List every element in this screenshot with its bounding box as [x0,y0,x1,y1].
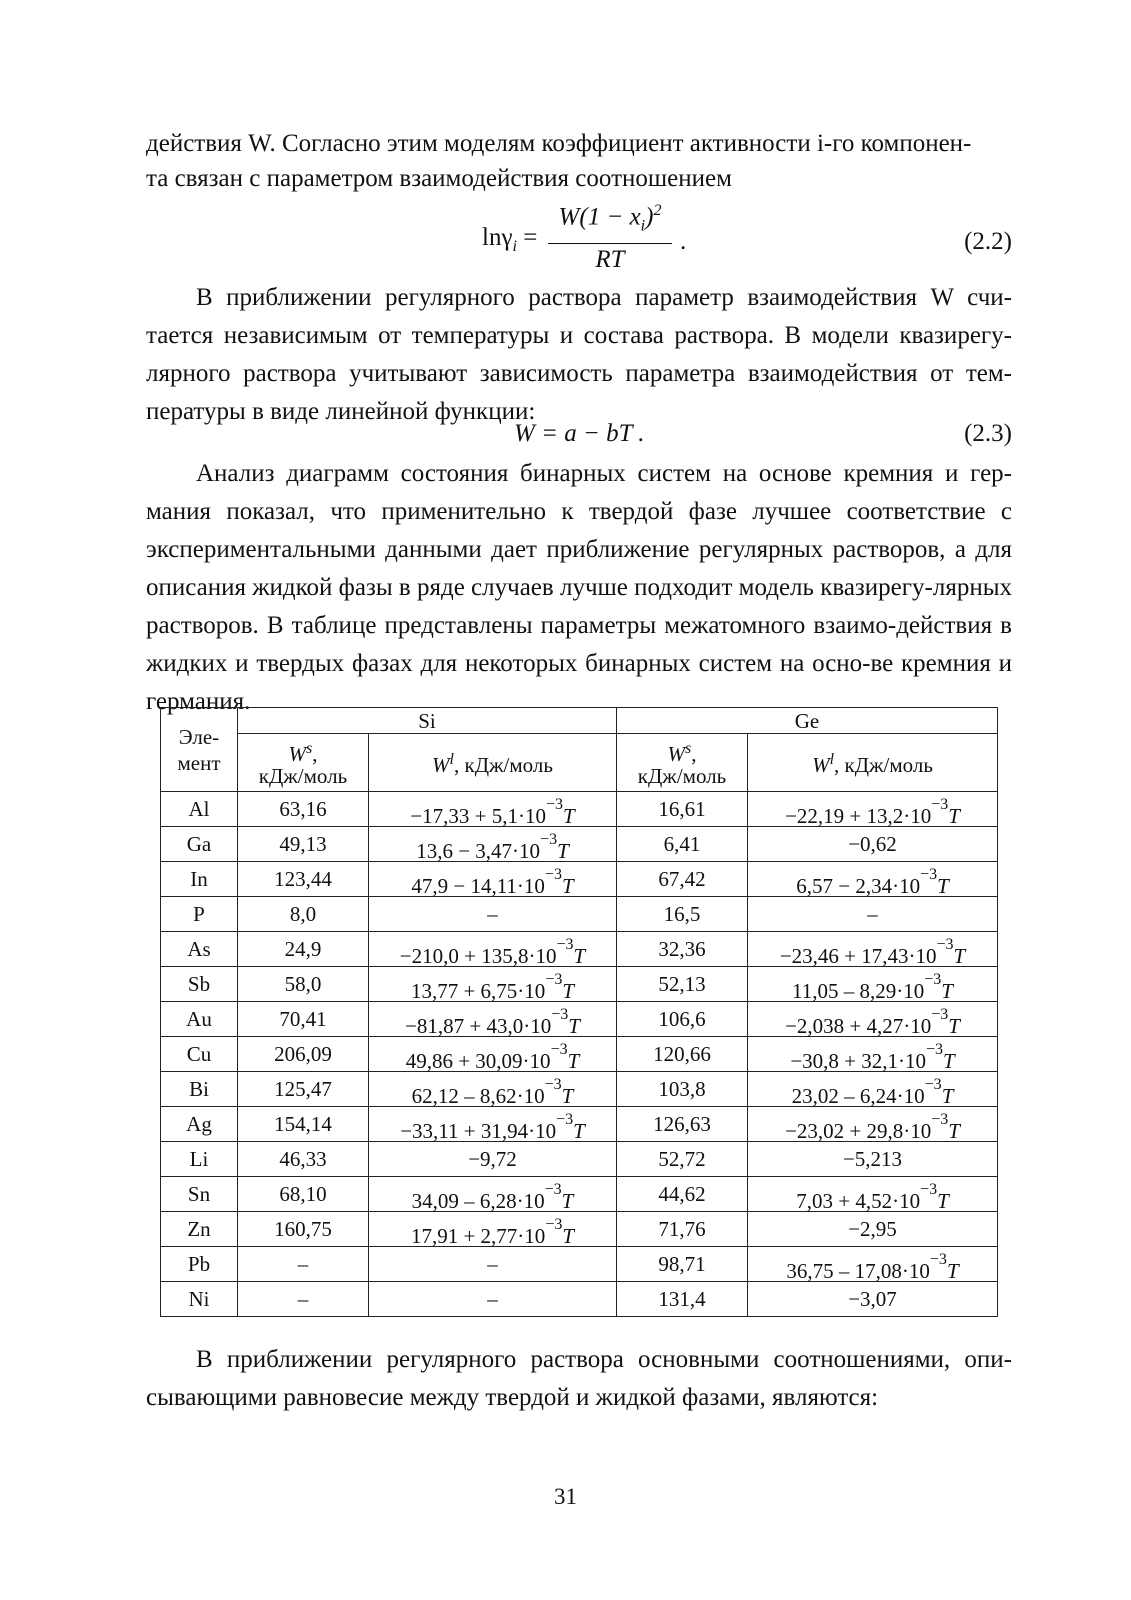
table-row [161,897,998,932]
cell-si-ws-value: 125,47 [274,1077,332,1101]
cell-ge-wl [748,1107,998,1142]
temperature-var: T [937,1188,949,1213]
table-row [161,1282,998,1317]
cell-ge-wl [748,1212,998,1247]
eq-lhs-text: lnγ [482,224,513,251]
paragraph-3: Анализ диаграмм состояния бинарных систем на основе кремния и гер-мания показал, что применительно к твердой фазе лучшее соответствие с экспериментальными данными дает приближение регулярных растворов, а для описания жидкой фазы в ряде случаев лучше подходит модель квазирегу-лярных растворов. В таблице представлены параметры межатомного взаимо-действия в жидких и твердых фазах для некоторых бинарных систем на осно-ве кремния и германия. [146,460,1012,715]
ws-unit: кДж/моль [258,764,348,788]
cell-ge-wl-expression [779,935,966,968]
exponent: −3 [920,1180,938,1198]
paragraph-2: В приближении регулярного раствора параметр взаимодействия W счи-тается независимым от температуры и состава раствора. В модели квазирегу-лярного раствора учитывают зависимость параметра взаимодействия от тем-пературы в виде линейной функции: [146,284,1012,425]
cell-element-value: Cu [186,1042,212,1066]
cell-ge-ws [617,1282,748,1317]
cell-si-wl-value: −9,72 [468,1147,517,1171]
exponent: −3 [924,1075,942,1093]
table-row [161,1107,998,1142]
cell-element-value: Bi [189,1077,209,1101]
cell-ge-ws-value: 52,72 [658,1147,706,1171]
cell-ge-wl [748,932,998,967]
cell-element-value: P [193,902,205,926]
header-si-ws: $W^s$, кДж/моль [238,734,369,792]
cell-ge-ws-value: 32,36 [658,937,706,961]
cell-ge-ws-value: 98,71 [658,1252,706,1276]
table-row [161,1247,998,1282]
paragraph-1-line-2: та связан с параметром взаимодействия соотношением [146,165,732,192]
eq-num-sub: i [640,217,646,235]
cell-ge-ws-value: 16,61 [658,797,706,821]
cell-element-value: Sn [187,1182,211,1206]
page-number: 31 [554,1484,577,1509]
cell-element [161,792,238,827]
table-row [161,1177,998,1212]
cell-ge-wl-value: 36,75 – 17,08·10 [786,1258,930,1283]
cell-ge-ws-value: 52,13 [658,972,706,996]
cell-element-value: Sb [187,972,211,996]
cell-ge-wl-value: −2,038 + 4,27·10 [785,1013,932,1038]
cell-si-wl [369,792,617,827]
cell-element [161,1142,238,1177]
cell-ge-wl [748,1002,998,1037]
cell-si-wl [369,1037,617,1072]
interaction-parameters-table [160,707,998,1317]
cell-si-wl-value: 62,12 – 8,62·10 [411,1083,545,1108]
eq-num-sup: 2 [653,202,662,219]
cell-si-wl [369,1072,617,1107]
cell-ge-ws-value: 44,62 [658,1182,706,1206]
cell-ge-ws-value: 131,4 [658,1287,706,1311]
temperature-var: T [557,838,569,863]
header-group-si: Si [238,708,617,734]
cell-ge-wl-expression [785,1005,960,1038]
ws-sup: s [685,740,692,757]
table-row [161,792,998,827]
cell-element [161,827,238,862]
cell-si-wl-expression [410,970,575,1003]
cell-si-ws-value: 46,33 [279,1147,327,1171]
cell-element-value: Al [188,797,210,821]
cell-ge-ws-value: 71,76 [658,1217,706,1241]
cell-ge-wl-expression [785,1110,960,1143]
cell-ge-wl-value: 7,03 + 4,52·10 [796,1188,921,1213]
cell-si-wl [369,827,617,862]
cell-element-value: Li [189,1147,209,1171]
cell-ge-ws [617,862,748,897]
cell-ge-ws [617,932,748,967]
cell-element [161,1212,238,1247]
cell-ge-wl-expression [790,1040,955,1073]
cell-element-value: Zn [187,1217,211,1241]
ws-sup: s [306,740,313,757]
exponent: −3 [544,1180,562,1198]
exponent: −3 [544,1075,562,1093]
cell-ge-ws [617,1107,748,1142]
cell-si-wl-value: 13,77 + 6,75·10 [410,978,546,1003]
cell-ge-wl-expression [785,795,960,828]
cell-ge-ws [617,1072,748,1107]
exponent: −3 [924,970,942,988]
cell-si-wl-value: 13,6 − 3,47·10 [416,838,541,863]
cell-si-ws [238,827,369,862]
cell-ge-ws-value: 106,6 [658,1007,706,1031]
cell-si-wl [369,932,617,967]
temperature-var: T [573,1118,585,1143]
cell-si-ws [238,1247,369,1282]
cell-element [161,1247,238,1282]
cell-element [161,932,238,967]
temperature-var: T [948,803,960,828]
cell-ge-wl-value: 6,57 − 2,34·10 [796,873,921,898]
cell-si-wl-expression [411,1180,574,1213]
ws-label: W [288,742,306,766]
cell-si-wl-value: 17,91 + 2,77·10 [410,1223,546,1248]
cell-si-wl-expression [410,1215,575,1248]
cell-ge-wl [748,1142,998,1177]
header-element [161,708,238,792]
temperature-var: T [937,873,949,898]
cell-element-value: Ag [186,1112,212,1136]
cell-si-wl [369,1247,617,1282]
cell-element [161,967,238,1002]
cell-si-ws-value: 8,0 [289,902,317,926]
cell-ge-wl-value: −23,02 + 29,8·10 [785,1118,932,1143]
exponent: −3 [556,1110,574,1128]
cell-si-ws-value: – [297,1252,309,1276]
cell-si-wl-value: −81,87 + 43,0·10 [405,1013,552,1038]
cell-si-wl-value: −17,33 + 5,1·10 [410,803,546,828]
paragraph-1-line-1: действия W. Согласно этим моделям коэффициент активности i-го компонен- [146,130,972,157]
cell-ge-wl-expression [791,1075,954,1108]
cell-si-wl [369,967,617,1002]
exponent: −3 [920,865,938,883]
cell-ge-wl [748,862,998,897]
table-row [161,1002,998,1037]
cell-si-ws-value: 63,16 [279,797,327,821]
temperature-var: T [953,943,966,968]
exponent: −3 [540,830,558,848]
cell-ge-ws [617,827,748,862]
cell-ge-wl [748,1282,998,1317]
cell-si-wl [369,1212,617,1247]
cell-si-ws-value: – [297,1287,309,1311]
cell-si-wl-value: −33,11 + 31,94·10 [400,1118,557,1143]
cell-element-value: Pb [187,1252,211,1276]
cell-element [161,1002,238,1037]
exponent: −3 [929,1250,947,1268]
cell-si-ws-value: 123,44 [274,867,332,891]
eq-lhs-sub: i [512,238,517,255]
wl-sup: l [449,751,454,768]
cell-si-ws [238,1142,369,1177]
cell-ge-wl-value: −3,07 [848,1287,897,1311]
cell-ge-ws [617,1037,748,1072]
temperature-var: T [561,1083,574,1108]
table-row [161,932,998,967]
cell-si-wl [369,897,617,932]
table-row [161,967,998,1002]
cell-si-wl [369,1142,617,1177]
cell-si-wl-value: – [487,1287,498,1311]
temperature-var: T [568,1013,580,1038]
table-row [161,1142,998,1177]
header-si-wl [369,734,617,792]
cell-ge-wl [748,967,998,1002]
cell-si-wl-expression [411,1075,574,1108]
cell-si-wl-expression [405,1005,580,1038]
cell-ge-ws [617,1177,748,1212]
exponent: −3 [551,1005,569,1023]
cell-si-ws-value: 24,9 [284,937,322,961]
cell-si-ws [238,1107,369,1142]
eq-numerator [548,196,672,244]
cell-si-wl-expression [410,795,575,828]
eq-num-text: W(1 − x [558,203,641,231]
cell-ge-wl [748,827,998,862]
cell-ge-wl [748,1037,998,1072]
cell-si-wl-value: 49,86 + 30,09·10 [405,1048,551,1073]
cell-ge-wl-value: −0,62 [848,832,897,856]
cell-si-ws [238,1037,369,1072]
cell-ge-ws [617,897,748,932]
temperature-var: T [561,873,574,898]
temperature-var: T [561,1188,574,1213]
cell-si-ws-value: 206,09 [274,1042,332,1066]
temperature-var: T [563,803,575,828]
table-row [161,862,998,897]
cell-ge-ws-value: 67,42 [658,867,706,891]
cell-ge-ws [617,1002,748,1037]
eq-num-end: ) [645,203,654,231]
cell-si-ws-value: 70,41 [279,1007,327,1031]
cell-si-ws-value: 160,75 [274,1217,332,1241]
cell-ge-ws-value: 103,8 [658,1077,706,1101]
exponent: −3 [545,795,564,813]
cell-si-ws-value: 68,10 [279,1182,327,1206]
cell-ge-wl-value: −22,19 + 13,2·10 [785,803,932,828]
cell-ge-wl-expression [796,865,949,898]
equation-2-3: W = a − bT . [514,420,645,447]
cell-si-wl-expression [416,830,569,863]
temperature-var: T [567,1048,580,1073]
exponent: −3 [931,795,949,813]
cell-ge-wl-value: −30,8 + 32,1·10 [790,1048,926,1073]
cell-element [161,862,238,897]
table-row [161,1072,998,1107]
equation-2-2-label: (2.2) [964,228,1012,255]
cell-si-wl [369,1107,617,1142]
cell-ge-wl-value: 23,02 – 6,24·10 [791,1083,925,1108]
temperature-var: T [941,1083,954,1108]
cell-element [161,1072,238,1107]
cell-ge-ws [617,1247,748,1282]
equation-2-2-fraction [548,196,672,276]
ws-unit: кДж/моль [637,764,727,788]
table-row [161,1037,998,1072]
exponent: −3 [544,865,562,883]
cell-si-ws [238,897,369,932]
wl-unit: , кДж/моль [454,753,553,777]
cell-si-ws [238,1282,369,1317]
paragraph-4: В приближении регулярного раствора основными соотношениями, опи-сывающими равновесие между твердой и жидкой фазами, являются: [146,1346,1012,1411]
table-body [161,792,998,1317]
cell-ge-ws-value: 6,41 [663,832,701,856]
header-ge-wl [748,734,998,792]
cell-ge-ws-value: 120,66 [653,1042,711,1066]
cell-si-ws-value: 154,14 [274,1112,332,1136]
equation-2-3-label: (2.3) [964,420,1012,447]
temperature-var: T [943,1048,955,1073]
exponent: −3 [550,1040,568,1058]
cell-si-ws [238,932,369,967]
cell-si-ws [238,1072,369,1107]
cell-ge-wl-expression [796,1180,949,1213]
temperature-var: T [948,1013,960,1038]
cell-ge-wl-value: 11,05 – 8,29·10 [792,978,925,1003]
cell-si-wl-expression [400,1110,585,1143]
cell-ge-wl-value: −2,95 [848,1217,897,1241]
cell-si-ws [238,1177,369,1212]
cell-si-wl-value: 34,09 – 6,28·10 [411,1188,545,1213]
cell-ge-wl-value: −5,213 [842,1147,903,1171]
equation-2-2-dot: . [680,228,687,255]
cell-element [161,1107,238,1142]
cell-ge-wl-expression [786,1250,959,1283]
table-row [161,827,998,862]
table-row [161,1212,998,1247]
cell-element-value: Ni [188,1287,210,1311]
cell-si-ws [238,1002,369,1037]
exponent: −3 [931,1110,949,1128]
cell-si-ws [238,1212,369,1247]
cell-si-ws-value: 58,0 [284,972,322,996]
cell-si-ws-value: 49,13 [279,832,327,856]
temperature-var: T [573,943,586,968]
cell-element-value: As [187,937,211,961]
cell-element-value: In [190,867,208,891]
cell-element [161,1037,238,1072]
cell-ge-wl [748,1072,998,1107]
cell-ge-ws [617,967,748,1002]
cell-si-wl-expression [405,1040,580,1073]
cell-ge-ws-value: 126,63 [653,1112,711,1136]
cell-si-ws [238,967,369,1002]
cell-si-wl-expression [399,935,586,968]
cell-element [161,1177,238,1212]
header-element-text: Эле-мент [177,724,221,775]
header-ge-ws: $W^s$, кДж/моль [617,734,748,792]
cell-ge-ws [617,792,748,827]
cell-si-wl-expression [411,865,574,898]
cell-si-wl [369,1002,617,1037]
cell-si-ws [238,862,369,897]
cell-element [161,1282,238,1317]
eq-denominator: RT [595,246,625,274]
temperature-var: T [946,1258,959,1283]
wl-unit: , кДж/моль [834,753,933,777]
cell-ge-wl-expression [792,970,953,1003]
temperature-var: T [562,1223,575,1248]
cell-si-wl-value: −210,0 + 135,8·10 [399,943,557,968]
cell-si-wl-value: – [487,1252,498,1276]
cell-si-wl [369,1282,617,1317]
cell-si-wl-value: 47,9 − 14,11·10 [411,873,545,898]
cell-ge-ws [617,1142,748,1177]
exponent: −3 [556,935,574,953]
cell-ge-wl [748,897,998,932]
cell-element [161,897,238,932]
cell-element-value: Au [186,1007,212,1031]
equation-2-2-lhs: lnγ$_i$ = [482,224,538,255]
exponent: −3 [926,1040,944,1058]
wl-label: W [812,753,830,777]
cell-ge-wl-value: – [867,902,878,926]
cell-element-value: Ga [186,832,212,856]
cell-ge-ws [617,1212,748,1247]
wl-label: W [432,753,450,777]
exponent: −3 [931,1005,949,1023]
temperature-var: T [941,978,953,1003]
cell-si-ws [238,792,369,827]
exponent: −3 [936,935,954,953]
cell-ge-wl [748,1177,998,1212]
exponent: −3 [545,970,563,988]
cell-ge-wl [748,792,998,827]
cell-si-wl [369,862,617,897]
header-group-ge: Ge [617,708,998,734]
temperature-var: T [948,1118,960,1143]
ws-label: W [667,742,686,766]
cell-ge-wl [748,1247,998,1282]
exponent: −3 [545,1215,563,1233]
cell-si-wl [369,1177,617,1212]
temperature-var: T [562,978,575,1003]
cell-si-wl-value: – [487,902,498,926]
cell-ge-ws-value: 16,5 [663,902,701,926]
wl-sup: l [829,751,835,768]
cell-ge-wl-value: −23,46 + 17,43·10 [779,943,937,968]
